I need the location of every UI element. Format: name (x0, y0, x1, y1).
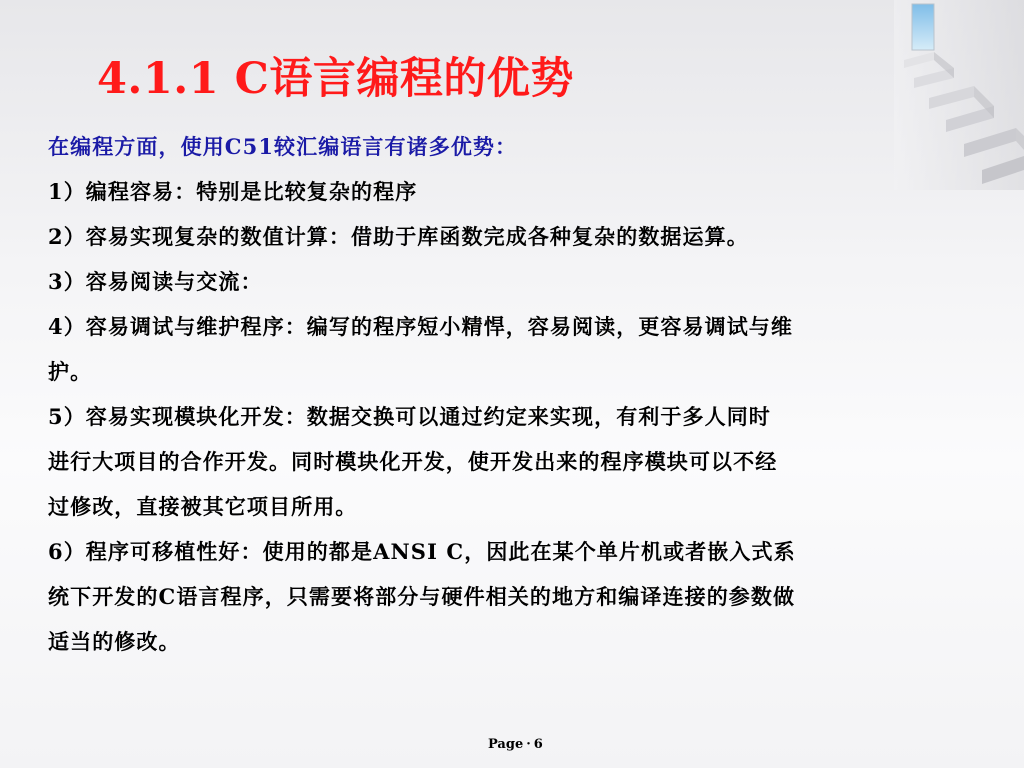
slide-title: 4.1.1 C语言编程的优势 (97, 54, 574, 104)
page-separator: · (526, 737, 531, 752)
advantage-line: 适当的修改。 (48, 629, 181, 654)
page-label: Page (488, 737, 524, 752)
advantage-line: 4）容易调试与维护程序：编写的程序短小精悍，容易阅读，更容易调试与维 (48, 314, 794, 339)
advantage-line: 统下开发的C语言程序，只需要将部分与硬件相关的地方和编译连接的参数做 (48, 584, 796, 609)
page-number: 6 (533, 737, 543, 752)
advantage-line: 过修改，直接被其它项目所用。 (48, 494, 358, 519)
intro-line: 在编程方面，使用C51较汇编语言有诸多优势： (48, 134, 518, 159)
advantage-line: 护。 (48, 359, 93, 384)
advantage-line: 3）容易阅读与交流： (48, 269, 263, 294)
advantage-line: 6）程序可移植性好：使用的都是ANSI C，因此在某个单片机或者嵌入式系 (48, 539, 796, 564)
advantage-line: 进行大项目的合作开发。同时模块化开发，使开发出来的程序模块可以不经 (48, 449, 778, 474)
slide-body (48, 124, 1018, 664)
page-footer (488, 737, 543, 752)
advantage-line: 2）容易实现复杂的数值计算：借助于库函数完成各种复杂的数据运算。 (48, 224, 749, 249)
advantage-line: 1）编程容易：特别是比较复杂的程序 (48, 179, 418, 204)
advantage-line: 5）容易实现模块化开发：数据交换可以通过约定来实现，有利于多人同时 (48, 404, 771, 429)
